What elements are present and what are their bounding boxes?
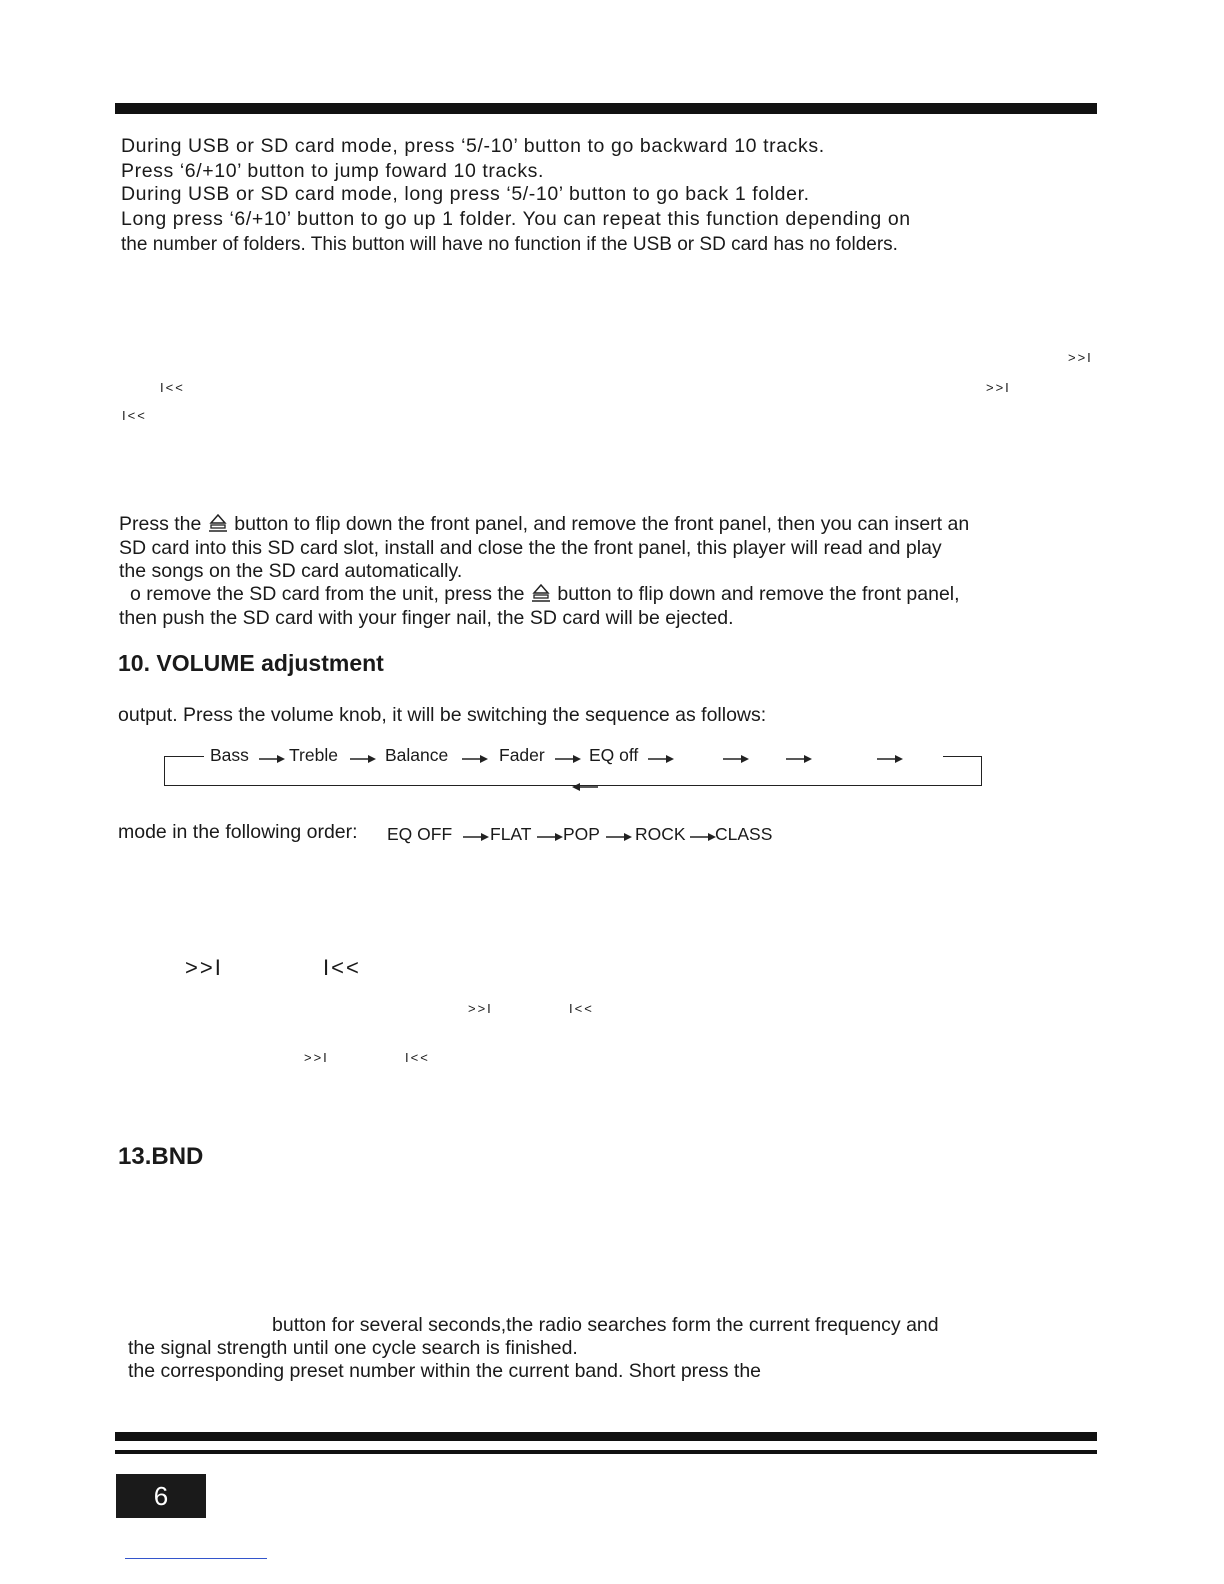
page-number: 6 bbox=[116, 1474, 206, 1518]
usb-line-4: Long press ‘6/+10’ button to go up 1 folder. You can repeat this function depending on bbox=[121, 208, 911, 230]
arrow-right-icon bbox=[537, 829, 563, 847]
footer-rule-thick bbox=[115, 1432, 1097, 1441]
eq-intro: mode in the following order: bbox=[118, 821, 358, 843]
sd-line-4a: o remove the SD card from the unit, press the bbox=[130, 583, 525, 605]
sd-line-2: SD card into this SD card slot, install and close the the front panel, this player will read and play bbox=[119, 537, 942, 559]
next-symbol: >>I bbox=[986, 380, 1011, 395]
arrow-right-icon bbox=[462, 751, 488, 769]
arrow-right-icon bbox=[690, 829, 716, 847]
arrow-right-icon bbox=[786, 751, 812, 769]
arrow-right-icon bbox=[555, 751, 581, 769]
prev-symbol: I<< bbox=[160, 380, 185, 395]
eq-item: POP bbox=[563, 824, 600, 844]
sd-line-5: then push the SD card with your finger nail, the SD card will be ejected. bbox=[119, 607, 734, 629]
footer-rule-thin bbox=[115, 1450, 1097, 1454]
eq-item: ROCK bbox=[635, 824, 686, 844]
bnd-line-2: the signal strength until one cycle search is finished. bbox=[128, 1337, 578, 1359]
prev-symbol: I<< bbox=[569, 1001, 594, 1016]
sd-line-1a: Press the bbox=[119, 513, 202, 535]
volume-heading: 10. VOLUME adjustment bbox=[118, 650, 384, 676]
arrow-right-icon bbox=[606, 829, 632, 847]
underline-mark bbox=[125, 1558, 267, 1559]
eq-item: FLAT bbox=[490, 824, 532, 844]
header-rule bbox=[115, 103, 1097, 114]
prev-symbol: I<< bbox=[405, 1050, 430, 1065]
prev-symbol: I<< bbox=[323, 955, 361, 980]
eject-icon bbox=[530, 583, 552, 610]
sequence-return-arrow-icon bbox=[572, 780, 598, 798]
usb-line-5: the number of folders. This button will have no function if the USB or SD card has no folders. bbox=[121, 234, 898, 255]
next-symbol: >>I bbox=[304, 1050, 329, 1065]
next-symbol: >>I bbox=[468, 1001, 493, 1016]
next-symbol: >>I bbox=[185, 955, 223, 980]
sequence-item: Treble bbox=[289, 745, 338, 765]
usb-line-3: During USB or SD card mode, long press ‘5/-10’ button to go back 1 folder. bbox=[121, 183, 810, 205]
arrow-right-icon bbox=[463, 829, 489, 847]
prev-symbol: I<< bbox=[122, 408, 147, 423]
sequence-item: EQ off bbox=[589, 745, 639, 765]
sequence-loop-top-right bbox=[943, 756, 981, 757]
next-symbol: >>I bbox=[1068, 350, 1093, 365]
arrow-right-icon bbox=[648, 751, 674, 769]
sequence-loop-top-left bbox=[164, 756, 204, 757]
sd-line-1 bbox=[119, 513, 969, 540]
sd-line-3: the songs on the SD card automatically. bbox=[119, 560, 463, 582]
arrow-right-icon bbox=[259, 751, 285, 769]
volume-intro: output. Press the volume knob, it will be switching the sequence as follows: bbox=[118, 704, 767, 726]
sequence-item: Balance bbox=[385, 745, 449, 765]
sd-line-4b: button to flip down and remove the front panel, bbox=[557, 583, 960, 605]
eject-icon bbox=[207, 513, 229, 540]
bnd-line-3: the corresponding preset number within the current band. Short press the bbox=[128, 1360, 762, 1382]
arrow-right-icon bbox=[877, 751, 903, 769]
eq-item: EQ OFF bbox=[387, 824, 453, 844]
usb-line-2: Press ‘6/+10’ button to jump foward 10 tracks. bbox=[121, 160, 545, 182]
sequence-item: Bass bbox=[210, 745, 249, 765]
bnd-line-1: button for several seconds,the radio searches form the current frequency and bbox=[272, 1314, 939, 1336]
arrow-right-icon bbox=[350, 751, 376, 769]
arrow-right-icon bbox=[723, 751, 749, 769]
bnd-heading: 13.BND bbox=[118, 1143, 204, 1170]
sequence-item: Fader bbox=[499, 745, 545, 765]
usb-line-1: During USB or SD card mode, press ‘5/-10’ button to go backward 10 tracks. bbox=[121, 135, 825, 157]
sd-line-4 bbox=[130, 583, 960, 610]
sd-line-1b: button to flip down the front panel, and remove the front panel, then you can insert an bbox=[234, 513, 970, 535]
eq-item: CLASS bbox=[715, 824, 773, 844]
